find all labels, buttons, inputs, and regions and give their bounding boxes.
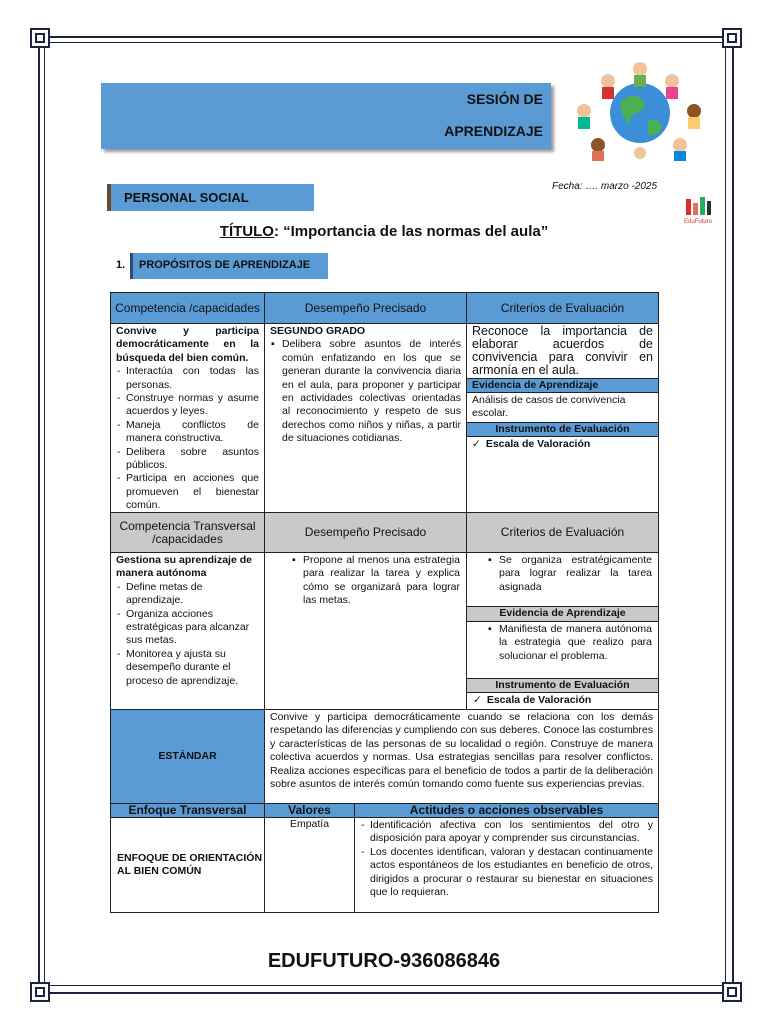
estandar-text: Convive y participa democráticamente cuando se relaciona con los demás respetando las diferencias y cumpliendo con sus deberes. Conoce las costumbres y características de las personas de su localidad o región. Construye de manera colectiva acuerdos y normas. Usa estrategias sencillas para resolver conflictos. Realiza acciones específicas para el beneficio de todos a partir de la deliberación sobre asuntos de interés común tomando como fuente sus experiencias previas. (264, 709, 659, 804)
actitudes-header: Actitudes o acciones observables (354, 803, 659, 818)
t2-evidencia-cell (466, 621, 659, 679)
t2-criterio-cell (466, 552, 659, 607)
list-item: - Interactúa con todas las personas. (126, 365, 259, 392)
t1-grado: SEGUNDO GRADO (270, 325, 366, 337)
list-item: - Delibera sobre asuntos públicos. (126, 446, 259, 473)
t2-instrumento-label: Instrumento de Evaluación (466, 678, 659, 693)
list-item: - Define metas de aprendizaje. (126, 581, 259, 608)
t1-evidencia-label: Evidencia de Aprendizaje (466, 378, 659, 393)
footer-contact: EDUFUTURO-936086846 (267, 950, 501, 972)
corner-ornament (722, 982, 742, 1002)
t1-capacidades-list (116, 365, 259, 512)
t1-instrumento-label: Instrumento de Evaluación (466, 422, 659, 437)
t1-competencia-cell (110, 323, 265, 513)
valor-cell (264, 817, 355, 913)
t2-evidencia-list (473, 623, 652, 663)
estandar-label: ESTÁNDAR (110, 709, 265, 804)
t2-header-criterios: Criterios de Evaluación (466, 512, 659, 553)
t2-competencia-cell (110, 552, 265, 710)
area-label: PERSONAL SOCIAL (124, 190, 249, 205)
title-label: TÍTULO (219, 223, 274, 240)
section-bar (130, 253, 328, 279)
list-item: ▪ Manifiesta de manera autónoma la estrategia que realizo para solucionar el problema. (499, 623, 652, 663)
list-item: - Participa en acciones que promueven el bienestar común. (126, 472, 259, 512)
t2-evidencia-label: Evidencia de Aprendizaje (466, 606, 659, 622)
valor: Empatía (289, 818, 330, 830)
session-title (0, 223, 768, 240)
t1-instrumento: ✓ Escala de Valoración (472, 438, 590, 450)
list-item: - Organiza acciones estratégicas para alcanzar sus metas. (126, 608, 259, 648)
t1-header-desempeno: Desempeño Precisado (264, 292, 467, 324)
list-item: - Monitorea y ajusta su desempeño durante el proceso de aprendizaje. (126, 648, 259, 688)
section-label: PROPÓSITOS DE APRENDIZAJE (139, 259, 311, 271)
session-banner (101, 83, 551, 149)
list-item: - Identificación afectiva con los sentimientos del otro y disposición para apoyar y comprender sus circunstancias. (370, 819, 653, 846)
t2-desempeno-cell (264, 552, 467, 710)
corner-ornament (30, 28, 50, 48)
t1-evidencia: Análisis de casos de convivencia escolar. (466, 392, 659, 423)
enfoque-header: Enfoque Transversal (110, 803, 265, 818)
enfoque-name-cell (110, 817, 265, 913)
title-text: : “Importancia de las normas del aula” (273, 223, 549, 240)
t2-criterio-list (473, 554, 652, 594)
t2-competencia: Gestiona su aprendizaje de manera autónoma (116, 554, 252, 580)
valores-header: Valores (264, 803, 355, 818)
t1-criterio: Reconoce la importancia de elaborar acuerdos de convivencia para convivir en armonía en el aula. (466, 323, 659, 379)
t1-header-criterios: Criterios de Evaluación (466, 292, 659, 324)
acciones-cell (354, 817, 659, 913)
banner-line-1: SESIÓN DE (466, 91, 543, 107)
list-item: - Construye normas y asume acuerdos y leyes. (126, 392, 259, 419)
t2-header-competencia: Competencia Transversal /capacidades (110, 512, 265, 553)
t1-desempeno-list (270, 338, 461, 445)
list-item: ▪ Se organiza estratégicamente para lograr realizar la tarea asignada (499, 554, 652, 594)
t2-instrumento: ✓ Escala de Valoración (473, 694, 591, 706)
t1-desempeno-cell (264, 323, 467, 513)
logo-text: EduFuturo (683, 219, 713, 225)
t2-instrumento-cell (466, 692, 659, 710)
t1-instrumento-cell (466, 436, 659, 513)
t2-header-desempeno: Desempeño Precisado (264, 512, 467, 553)
acciones-list (360, 819, 653, 899)
corner-ornament (30, 982, 50, 1002)
date-label: Fecha: …. marzo -2025 (552, 181, 658, 192)
t2-capacidades-list (116, 581, 259, 688)
list-item: - Los docentes identifican, valoran y destacan continuamente actos espontáneos de los estudiantes en beneficio de otros, dirigidos a procurar o restaurar su bienestar en situaciones que lo requieran. (370, 846, 653, 900)
t1-competencia: Convive y participa democráticamente en la búsqueda del bien común. (116, 325, 259, 364)
t1-header-competencia: Competencia /capacidades (110, 292, 265, 324)
list-item: - Maneja conflictos de manera constructiva. (126, 419, 259, 446)
corner-ornament (722, 28, 742, 48)
list-item: ▪ Delibera sobre asuntos de interés común enfatizando en los que se generan durante la convivencia diaria en el aula, para proponer y participar en actividades colectivas orientadas al reconocimiento y respeto de sus derechos como niños y niñas, a partir de situaciones cotidianas. (282, 338, 461, 445)
enfoque-name: ENFOQUE DE ORIENTACIÓN AL BIEN COMÚN (117, 851, 263, 877)
t2-desempeno-list (279, 554, 460, 608)
children-globe-illustration (562, 55, 714, 165)
area-bar (107, 184, 314, 211)
section-number: 1. (116, 259, 126, 271)
banner-line-2: APRENDIZAJE (444, 123, 543, 139)
edufuturo-logo (682, 195, 714, 225)
list-item: ▪ Propone al menos una estrategia para realizar la tarea y explica cómo se organizará para lograr las metas. (303, 554, 460, 608)
